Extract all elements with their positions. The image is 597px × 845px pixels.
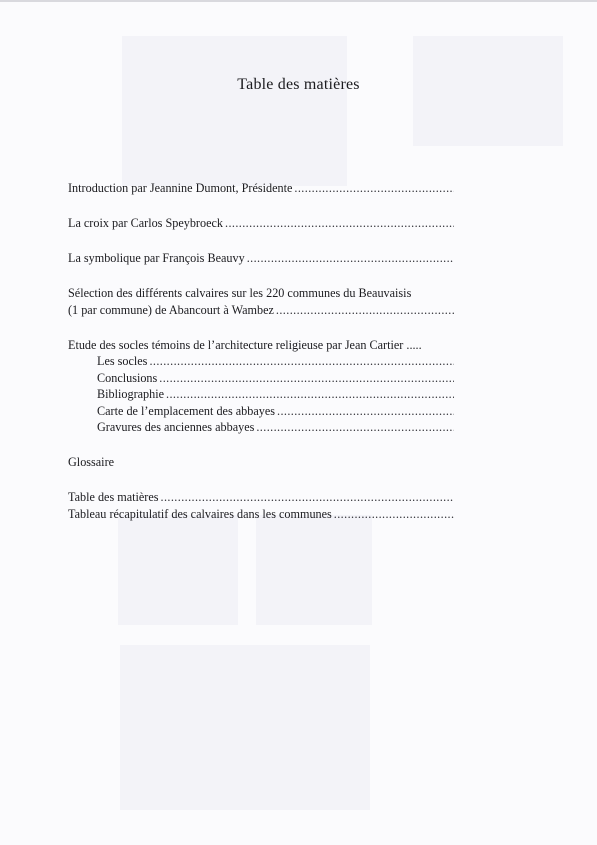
toc-entry-label: Bibliographie: [97, 387, 165, 401]
page-title: Table des matières: [237, 76, 360, 93]
page-top-edge: [0, 0, 597, 2]
toc-subentry: [68, 353, 454, 370]
dot-leader: [256, 419, 454, 436]
toc-subentry: [68, 386, 454, 403]
toc-entry-label: La croix par Carlos Speybroeck: [68, 216, 223, 230]
dot-leader: [161, 489, 454, 506]
show-through-block: [120, 645, 370, 810]
toc-entry-label: Etude des socles témoins de l’architecture religieuse par Jean Cartier .....: [68, 337, 422, 352]
toc-entry-label: Conclusions: [97, 370, 158, 385]
dot-leader: [294, 180, 454, 197]
toc-entry-label: Tableau récapitulatif des calvaires dans les communes: [68, 506, 332, 521]
dot-leader: [247, 250, 454, 267]
dot-leader: [166, 386, 454, 403]
show-through-block: [256, 515, 372, 625]
toc-entry-label: Introduction par Jeannine Dumont, Présidente: [68, 181, 293, 195]
toc-entry-label: La symbolique par François Beauvy: [68, 251, 245, 265]
dot-leader: [334, 506, 454, 523]
toc-subentry: [68, 419, 454, 436]
toc-entry-label: Sélection des différents calvaires sur les 220 communes du Beauvaisis: [68, 286, 412, 300]
toc-entry-label: Gravures des anciennes abbayes: [97, 420, 255, 434]
toc-entry: [68, 302, 454, 319]
dot-leader: [149, 353, 454, 370]
toc-entry: [68, 215, 454, 232]
toc-entry-label: Glossaire: [68, 455, 115, 469]
dot-leader: [276, 302, 454, 319]
dot-leader: [277, 403, 454, 420]
toc-entry-label: (1 par commune) de Abancourt à Wambez: [68, 302, 274, 317]
toc-entry: [68, 489, 454, 506]
toc-entry: [68, 250, 454, 267]
toc-entry: [68, 180, 454, 197]
dot-leader: [225, 215, 454, 232]
toc-entry-label: Table des matières: [68, 490, 159, 504]
table-of-contents: [68, 180, 454, 522]
toc-subentry: [68, 370, 454, 387]
show-through-block: [122, 36, 347, 186]
toc-entry-label: Carte de l’emplacement des abbayes: [97, 403, 275, 418]
toc-entry: [68, 506, 454, 523]
dot-leader: [159, 370, 454, 387]
toc-entry-label: Les socles: [97, 354, 148, 368]
show-through-block: [118, 515, 238, 625]
toc-subentry: [68, 403, 454, 420]
